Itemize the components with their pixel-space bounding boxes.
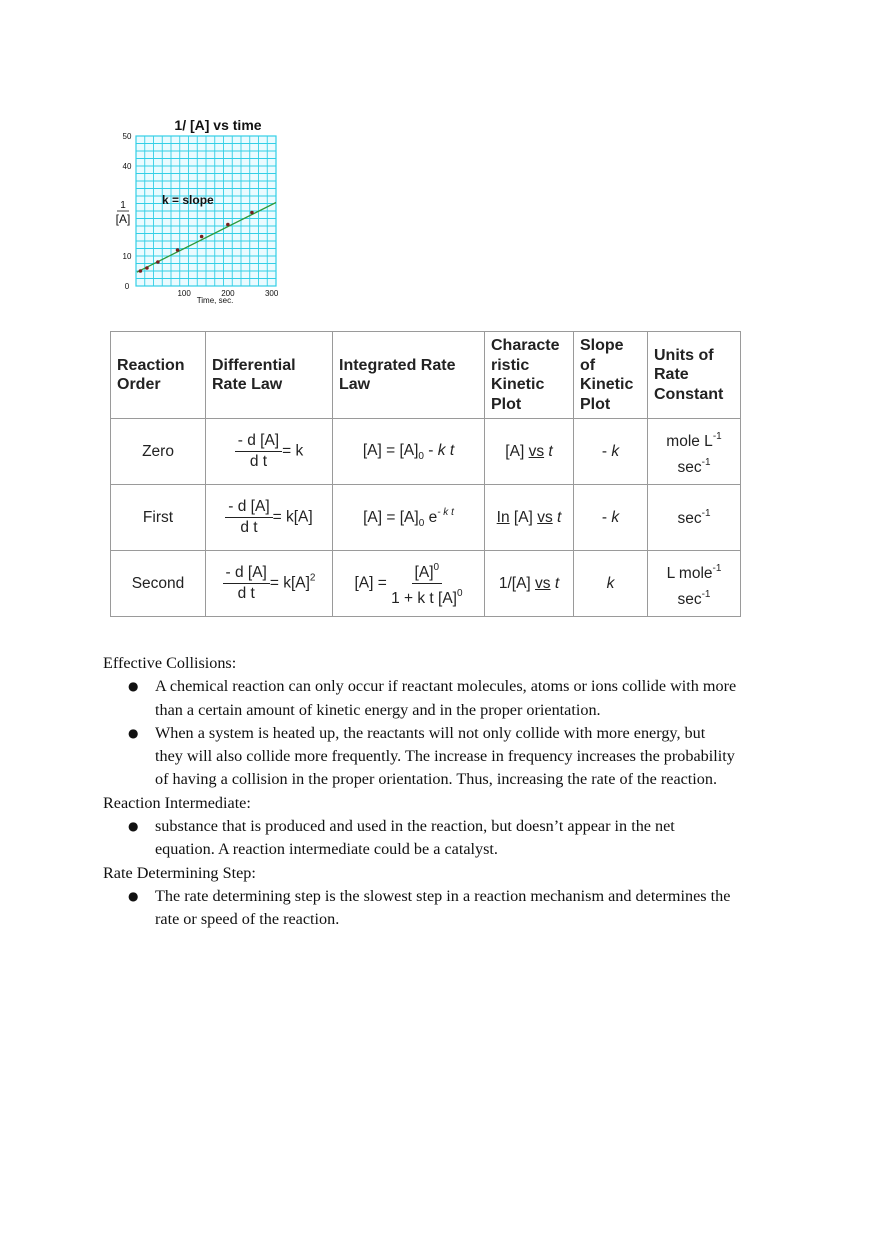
cell-units: $\sec^{-1}$ [648,485,741,551]
x-tick-label: 100 [177,289,191,298]
table-row-first [111,485,741,551]
cell-order: First [111,485,206,551]
bullet-icon: ● [128,819,139,834]
list-item: ● A chemical reaction can only occur if reactant molecules, atoms or ions collide with more than a certain amount of kinetic energy and in the proper orientation. [128,677,737,719]
cell-plot: [A] vs t [485,419,574,485]
table-row-zero [111,419,741,485]
rate-chart [108,112,288,307]
reaction-intermediate-list [103,815,803,862]
list-item: ● The rate determining step is the slowest step in a reaction mechanism and determines the rate or speed of the reaction. [128,886,731,929]
header-slope: Slope of Kinetic Plot [574,332,648,419]
bullet-icon: ● [128,679,139,694]
header-integrated-rate-law: Integrated Rate Law [333,332,485,419]
list-item: ● When a system is heated up, the reactants will not only collide with more energy, but they will also collide more frequently. The increase in frequency increases the probability of having a collision in the proper orientation. Thus, increasing the rate of the reaction. [128,723,735,789]
chart-svg [108,112,288,307]
data-point [250,211,254,215]
cell-units: mole $L^{-1}$ $\sec^{-1}$ [648,419,741,485]
x-tick-label: 300 [264,289,279,298]
effective-collisions-list [103,675,803,791]
x-axis-label: Time, sec. [196,296,234,305]
header-kinetic-plot: Characte ristic Kinetic Plot [485,332,574,419]
header-differential-rate-law: Differential Rate Law [206,332,333,419]
list-item: ● substance that is produced and used in the reaction, but doesn’t appear in the net equation. A reaction intermediate could be a catalyst. [128,817,675,859]
y-tick-label: 40 [122,162,132,171]
table-header-row [111,332,741,419]
cell-slope: - k [574,419,648,485]
heading-rate-determining-step: Rate Determining Step: [103,863,256,882]
cell-differential: $\frac{- d [A]}{\text{d t}}$ = k [206,419,333,485]
data-point [176,248,180,252]
cell-slope: k [574,551,648,617]
slope-annotation: k = slope [162,193,214,207]
notes-section [103,652,803,932]
header-units: Units of Rate Constant [648,332,741,419]
cell-slope: - k [574,485,648,551]
table-row-second [111,551,741,617]
cell-integrated: $[A] = [A]_0$ $e^{- k t}$ [333,485,485,551]
cell-integrated: $[A] = [A]_0 - k$ t [333,419,485,485]
cell-units: L mole$^{-1}$ $\sec^{-1}$ [648,551,741,617]
cell-differential: $\frac{- d [A]}{\text{d t}}$ = $k[A]^2$ [206,551,333,617]
cell-order: Zero [111,419,206,485]
rate-determining-step-list [103,885,803,932]
cell-integrated: [A] = $\frac{[A]^0}{1 + k t [A]^0}$ [333,551,485,617]
plot-area [136,136,288,286]
data-point [226,223,230,227]
y-axis-label [116,200,131,226]
cell-differential: $\frac{- d [A]}{\text{d t}}$ = k[A] [206,485,333,551]
rate-law-table [110,331,741,617]
header-reaction-order: Reaction Order [111,332,206,419]
data-point [139,269,143,273]
cell-plot: In [A] vs t [485,485,574,551]
y-tick-label: 50 [122,132,132,141]
y-tick-label: 10 [122,252,132,261]
data-point [145,266,149,270]
heading-effective-collisions: Effective Collisions: [103,654,237,672]
svg-text:[A]: [A] [115,212,131,226]
cell-plot: 1/[A] vs t [485,551,574,617]
data-point [156,260,160,264]
svg-text:1: 1 [120,200,126,211]
cell-order: Second [111,551,206,617]
chart-title: 1/ [A] vs time [174,117,262,133]
x-tick-label: 200 [221,289,235,298]
heading-reaction-intermediate: Reaction Intermediate: [103,793,251,812]
bullet-icon: ● [128,725,139,740]
y-tick-label: 0 [124,282,130,291]
data-point [200,235,204,239]
bullet-icon: ● [128,888,139,903]
